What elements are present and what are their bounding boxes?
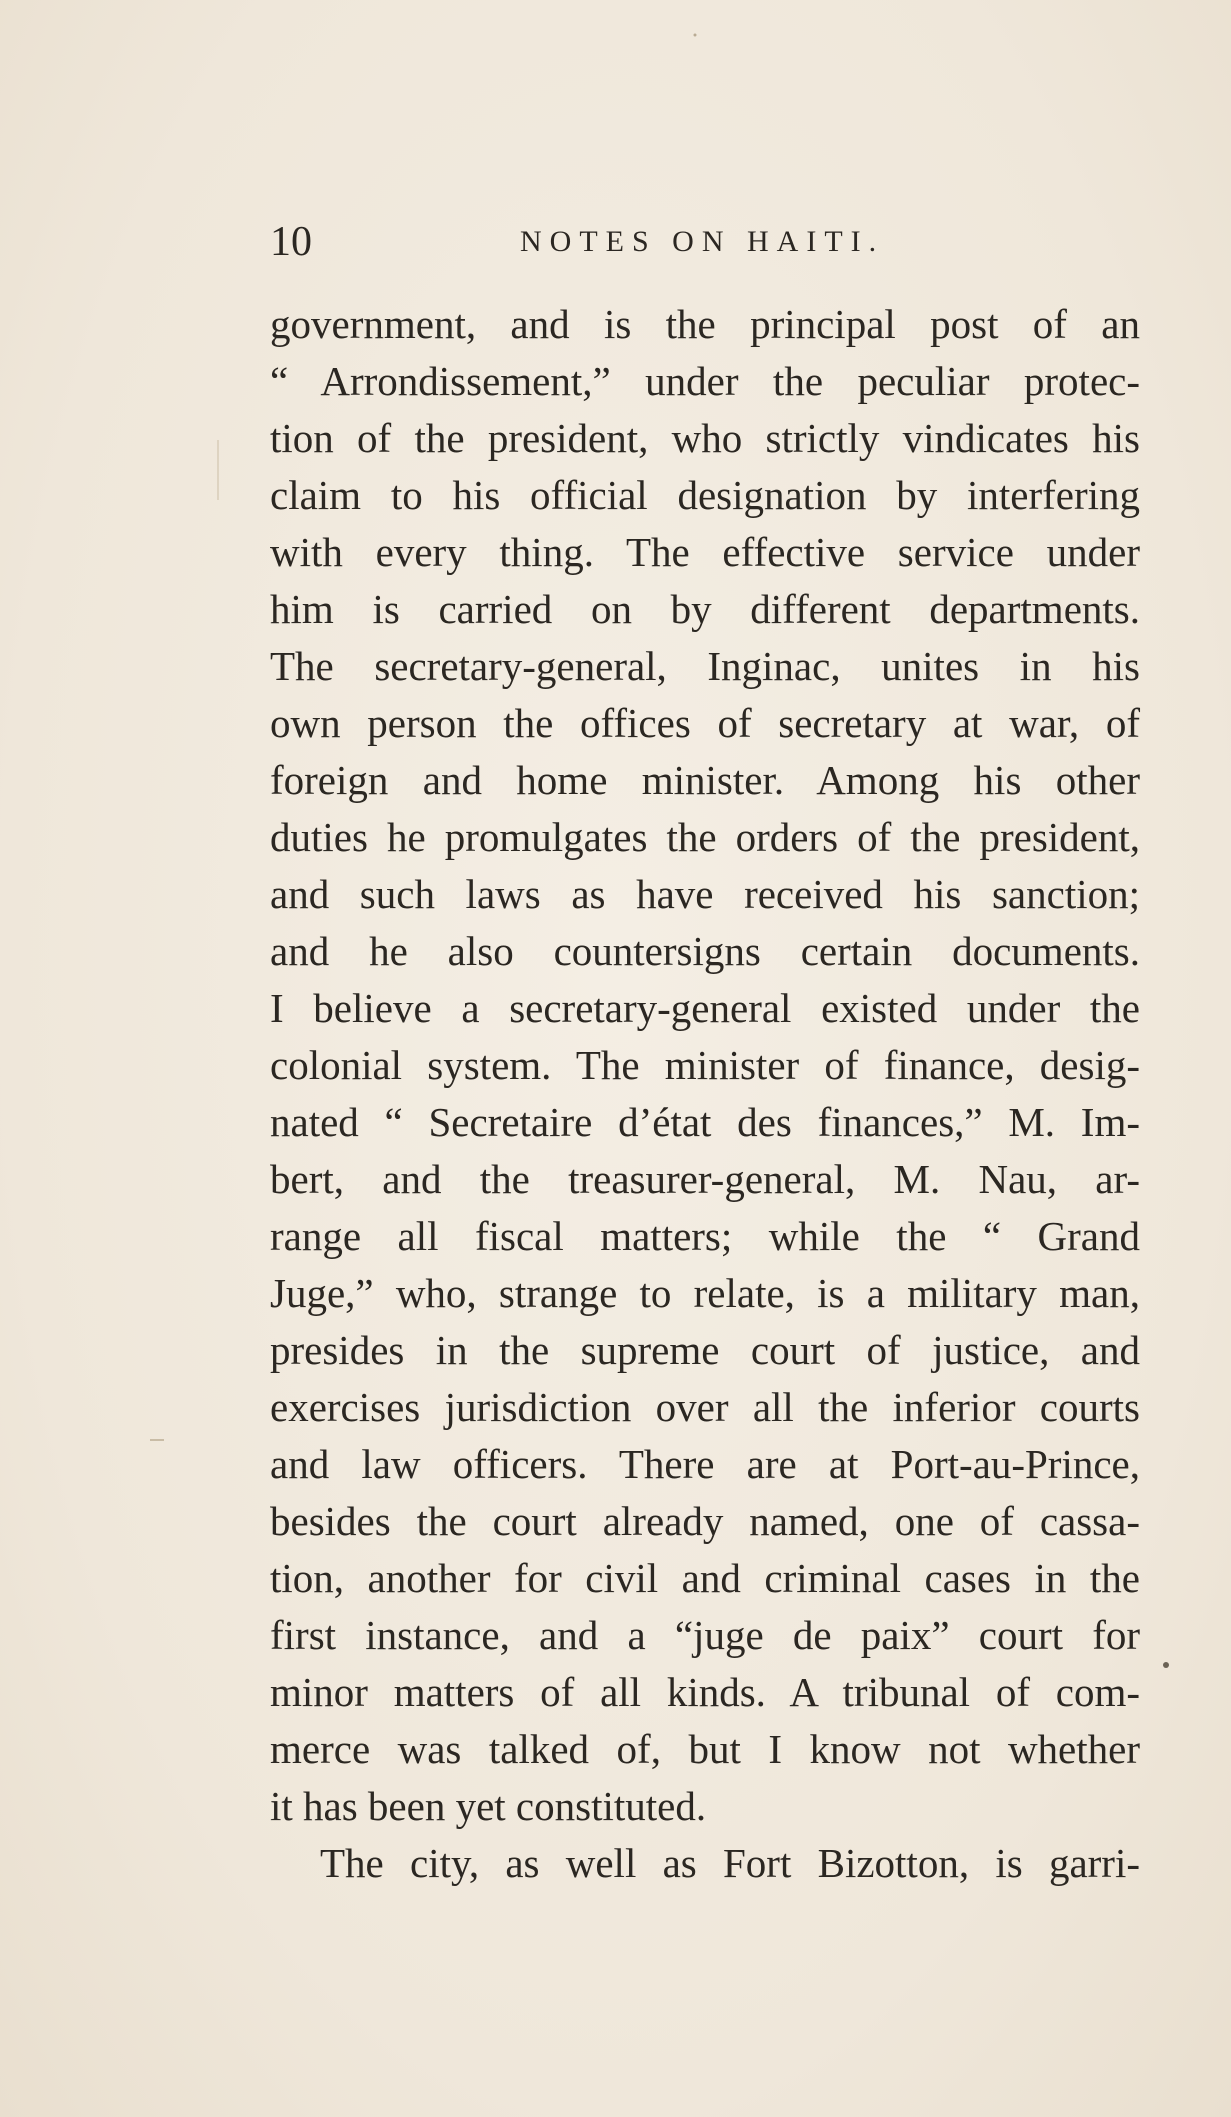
text-line: I believe a secretary-general existed under the	[270, 985, 1140, 1031]
text-line: and such laws as have received his sanction;	[270, 871, 1140, 917]
text-line: with every thing. The effective service under	[270, 529, 1140, 575]
text-line: merce was talked of, but I know not whether	[270, 1726, 1140, 1772]
text-line: it has been yet constituted.	[270, 1783, 707, 1829]
running-title: NOTES ON HAITI.	[520, 225, 885, 258]
text-line: foreign and home minister. Among his other	[270, 757, 1140, 803]
text-line: minor matters of all kinds. A tribunal of com-	[270, 1669, 1140, 1715]
text-line: nated “ Secretaire d’état des finances,” M. Im-	[270, 1099, 1140, 1145]
text-line: exercises jurisdiction over all the inferior courts	[270, 1384, 1140, 1430]
text-line: government, and is the principal post of an	[270, 301, 1140, 347]
text-line: and law officers. There are at Port-au-Prince,	[270, 1441, 1140, 1487]
text-line: presides in the supreme court of justice, and	[270, 1327, 1140, 1373]
text-line: range all fiscal matters; while the “ Grand	[270, 1213, 1140, 1259]
text-line: duties he promulgates the orders of the president,	[270, 814, 1140, 860]
text-line: The city, as well as Fort Bizotton, is garri-	[320, 1840, 1140, 1886]
text-line: tion, another for civil and criminal cases in the	[270, 1555, 1140, 1601]
text-line: The secretary-general, Inginac, unites in his	[270, 643, 1140, 689]
text-line: and he also countersigns certain documents.	[270, 928, 1140, 974]
text-line: “ Arrondissement,” under the peculiar protec-	[270, 358, 1140, 404]
page-number: 10	[270, 219, 312, 265]
text-line: claim to his official designation by interfering	[270, 472, 1140, 518]
text-line: first instance, and a “juge de paix” court for	[270, 1612, 1140, 1658]
text-line: besides the court already named, one of cassa-	[270, 1498, 1140, 1544]
running-head	[270, 212, 1140, 272]
text-line: tion of the president, who strictly vindicates his	[270, 415, 1140, 461]
text-line: him is carried on by different departments.	[270, 586, 1140, 632]
text-line: Juge,” who, strange to relate, is a military man,	[270, 1270, 1140, 1316]
text-line: bert, and the treasurer-general, M. Nau, ar-	[270, 1156, 1140, 1202]
text-line: colonial system. The minister of finance, desig-	[270, 1042, 1140, 1088]
text-line: own person the offices of secretary at war, of	[270, 700, 1140, 746]
body-text	[270, 296, 1140, 1892]
